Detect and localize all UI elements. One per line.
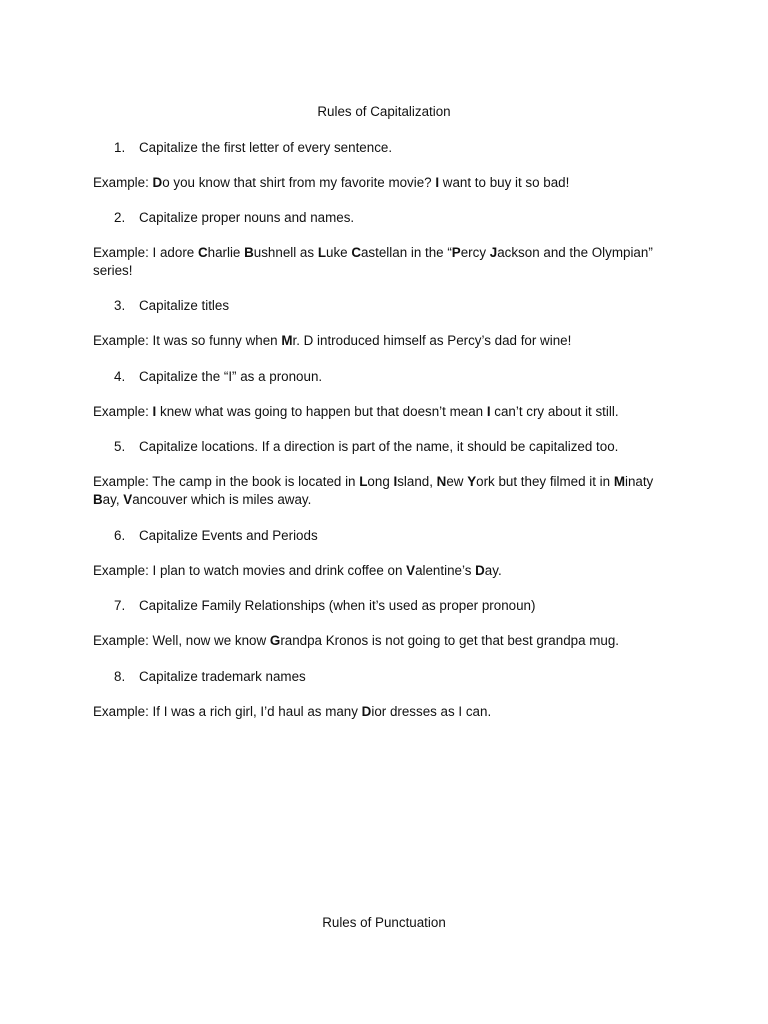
rule-number: 5. (114, 439, 126, 454)
rule-number: 4. (114, 369, 126, 384)
rule-text: Capitalize titles (139, 298, 230, 313)
example-text: inaty (624, 474, 654, 489)
capital-letter: P (451, 245, 461, 260)
capital-letter: G (269, 633, 281, 648)
capital-letter: D (475, 563, 485, 578)
example-text: ackson and the Olympian” series! (93, 245, 653, 278)
example-text: Example: Well, now we know (93, 633, 270, 648)
capital-letter: L (317, 245, 326, 260)
capital-letter: I (486, 404, 491, 419)
capital-letter: C (197, 245, 208, 260)
capital-letter: D (152, 175, 163, 190)
rule-text: Capitalize the “I” as a pronoun. (139, 369, 323, 384)
example-text: alentine’s (415, 563, 476, 578)
capital-letter: N (436, 474, 447, 489)
example-text: ay, (102, 492, 124, 507)
example-text: ay. (484, 563, 502, 578)
example-text: Example: (93, 404, 153, 419)
rule-text: Capitalize locations. If a direction is part of the name, it should be capitalized too. (139, 439, 619, 454)
capital-letter: M (281, 333, 293, 348)
capital-letter: V (406, 563, 416, 578)
capital-letter: I (393, 474, 398, 489)
rule-text: Capitalize proper nouns and names. (139, 210, 355, 225)
example-text: ancouver which is miles away. (132, 492, 312, 507)
page-title: Rules of Capitalization (317, 104, 451, 119)
example-text: Example: The camp in the book is located in (93, 474, 360, 489)
capital-letter: D (361, 704, 372, 719)
rule-text: Capitalize Events and Periods (139, 528, 318, 543)
example-text: o you know that shirt from my favorite movie? (162, 175, 436, 190)
example-5 (93, 473, 663, 509)
example-2 (93, 244, 663, 280)
capital-letter: I (152, 404, 157, 419)
rule-text: Capitalize trademark names (139, 669, 306, 684)
example-text: randpa Kronos is not going to get that best grandpa mug. (280, 633, 620, 648)
example-text: uke (326, 245, 352, 260)
rule-text: Capitalize Family Relationships (when it’s used as proper pronoun) (139, 598, 536, 613)
capital-letter: J (489, 245, 498, 260)
rule-number: 2. (114, 210, 126, 225)
capital-letter: I (435, 175, 440, 190)
example-text: ork but they filmed it in (476, 474, 614, 489)
capital-letter: M (613, 474, 625, 489)
capital-letter: Y (467, 474, 477, 489)
example-3 (93, 332, 663, 350)
example-4 (93, 403, 663, 421)
example-text: harlie (207, 245, 245, 260)
example-text: want to buy it so bad! (439, 175, 570, 190)
example-text: r. D introduced himself as Percy’s dad for wine! (292, 333, 572, 348)
example-text: Example: I adore (93, 245, 198, 260)
capital-letter: V (123, 492, 133, 507)
capital-letter: B (244, 245, 254, 260)
example-text: Example: I plan to watch movies and drink coffee on (93, 563, 407, 578)
example-6 (93, 562, 663, 580)
example-8 (93, 703, 663, 721)
rule-number: 3. (114, 298, 126, 313)
capital-letter: C (351, 245, 361, 260)
example-1 (93, 174, 663, 192)
example-text: can’t cry about it still. (490, 404, 619, 419)
rule-number: 8. (114, 669, 126, 684)
rule-number: 1. (114, 140, 126, 155)
example-7 (93, 632, 663, 650)
example-text: ercy (460, 245, 490, 260)
example-text: sland, (397, 474, 437, 489)
example-text: ew (446, 474, 468, 489)
example-text: ior dresses as I can. (371, 704, 492, 719)
example-text: knew what was going to happen but that doesn’t mean (156, 404, 487, 419)
capital-letter: B (93, 492, 103, 507)
example-text: ushnell as (253, 245, 318, 260)
rule-number: 6. (114, 528, 126, 543)
rule-number: 7. (114, 598, 126, 613)
example-text: ong (367, 474, 394, 489)
example-text: Example: (93, 175, 153, 190)
rule-text: Capitalize the first letter of every sentence. (139, 140, 393, 155)
example-text: Example: It was so funny when (93, 333, 282, 348)
capital-letter: L (359, 474, 368, 489)
example-text: astellan in the “ (360, 245, 452, 260)
example-text: Example: If I was a rich girl, I’d haul as many (93, 704, 362, 719)
next-section-title: Rules of Punctuation (322, 915, 446, 930)
